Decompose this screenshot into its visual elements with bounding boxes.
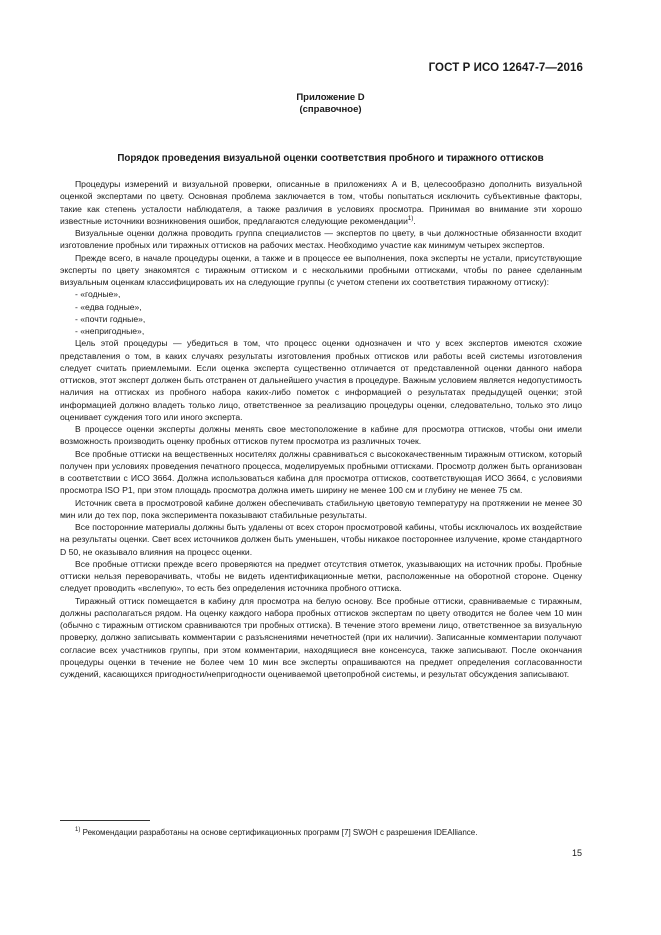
annex-title: Приложение D xyxy=(296,92,365,103)
footnote-ref[interactable]: 1) xyxy=(407,215,414,222)
paragraph: Все пробные оттиски прежде всего проверяются на предмет отсутствия отметок, указывающих на источник пробы. Пробные оттиски нельзя переворачивать, чтобы не видеть идентификационные метки, расположенные на оборотной стороне. Оценку следует проводить «вслепую», то есть без определения источника пробного оттиска. xyxy=(60,558,582,594)
section-title: Порядок проведения визуальной оценки соответствия пробного и тиражного оттисков xyxy=(117,153,544,164)
paragraph: Все пробные оттиски на вещественных носителях должны сравниваться с высококачественным тиражным оттиском, который получен при условиях проведения печатного процесса, моделируемых пробными оттисками. Просмотр должен быть организован в соответствии с ИСО 3664. Должна использоваться кабина для просмотра оттисков, соответствующая ИСО 3664, с условиями просмотра ISO P1, при этом площадь просмотра должна иметь ширину не менее 100 см и глубину не менее 75 см. xyxy=(60,448,582,496)
paragraph: Визуальные оценки должна проводить группа специалистов — экспертов по цвету, в чьи должностные обязанности входит изготовление пробных или тиражных оттисков на рабочих местах. Необходимо участие как минимум четырех экспертов. xyxy=(60,228,582,251)
footnote-text: Рекомендации разработаны на основе сертификационных программ [7] SWOH с разрешения IDEAlliance. xyxy=(82,828,478,837)
annex-heading xyxy=(0,92,661,116)
list-item: - «едва годные», xyxy=(75,301,142,312)
footnote-marker: 1) xyxy=(75,827,81,833)
list-item: - «годные», xyxy=(75,289,121,300)
paragraph: Процедуры измерений и визуальной проверки, описанные в приложениях А и В, целесообразно дополнить визуальной оценкой экспертами по цвету. Основная проблема заключается в том, чтобы попытаться исключить субъективные факторы, такие как степень усталости наблюдателя, а также различия в условиях просмотра. Принимая во внимание эти хорошо известные источники возникновения ошибок, предлагаются следующие рекомендации$^{1)}$. xyxy=(60,179,582,226)
paragraph: Источник света в просмотровой кабине должен обеспечивать стабильную цветовую температуру на протяжении не менее 30 мин или до тех пор, пока эксперимента показывают стабильные результаты. xyxy=(60,497,582,520)
page-number: 15 xyxy=(571,848,582,858)
paragraph: Все посторонние материалы должны быть удалены от всех сторон просмотровой кабины, чтобы исключалось их воздействие на результаты оценки. Свет всех источников должен быть уменьшен, чтобы никакое постороннее излучение, кроме стандартного D 50, не оказывало влияния на процесс оценки. xyxy=(60,522,582,557)
footnote-divider xyxy=(60,820,150,821)
annex-status: (справочное) xyxy=(299,104,362,115)
body-text xyxy=(60,178,582,680)
list-item: - «почти годные», xyxy=(75,313,146,324)
document-header: ГОСТ Р ИСО 12647-7—2016 xyxy=(428,62,583,74)
footnote xyxy=(75,827,595,838)
paragraph: Цель этой процедуры — убедиться в том, что процесс оценки однозначен и что у всех экспертов имеются схожие представления о том, в каких случаях результаты изготовления пробных оттисков или работы всей системы изготовления следует считать приемлемыми. Если оценка эксперта существенно отличается от представленной оценки данного набора оттисков, этот эксперт должен быть отстранен от дальнейшего участия в процедуре. Важным условием является недопустимость наличия на оттисках из пробного набора каких-либо пометок с информацией о результатах предыдущей оценки; этой информацией должно владеть только лицо, ответственное за реализацию процедуры оценки, следовательно, только это лицо оценивает суждения того или иного эксперта. xyxy=(60,338,582,422)
paragraph: Тиражный оттиск помещается в кабину для просмотра на белую основу. Все пробные оттиски, сравниваемые с тиражным, должны располагаться рядом. На оценку каждого набора пробных оттисков экспертам по цвету отводится не более чем 10 мин (обычно с тиражным оттиском сравниваются три пробных оттиска). В течение этого времени лицо, ответственное за визуальную проверку, должно записывать комментарии с разъяснениями нечетностей (при их наличии). Записанные комментарии получают согласие всех участников группы, при этом комментарии, находящиеся вне консенсуса, также записывают. После окончания процедуры оценки в течение не более чем 10 мин все эксперты опрашиваются на предмет определения согласованности суждений, касающихся пригодности/непригодности оцениваемой цветопробной системы, и результат обсуждения записывают. xyxy=(60,595,582,679)
paragraph: Прежде всего, в начале процедуры оценки, а также и в процессе ее выполнения, пока эксперты не устали, присутствующие эксперты по цвету знакомятся с тиражным оттиском и с несколькими пробными оттисками, чтобы по ранее сделанным визуальным оценкам классифицировать их на следующие группы (с учетом степени их соответствия тиражному оттиску): xyxy=(60,252,582,287)
list-item: - «непригодные», xyxy=(75,326,145,336)
paragraph: В процессе оценки эксперты должны менять свое местоположение в кабине для просмотра оттисков, чтобы они имели возможность производить оценку пробных оттисков путем просмотра из различных точек. xyxy=(60,424,582,447)
